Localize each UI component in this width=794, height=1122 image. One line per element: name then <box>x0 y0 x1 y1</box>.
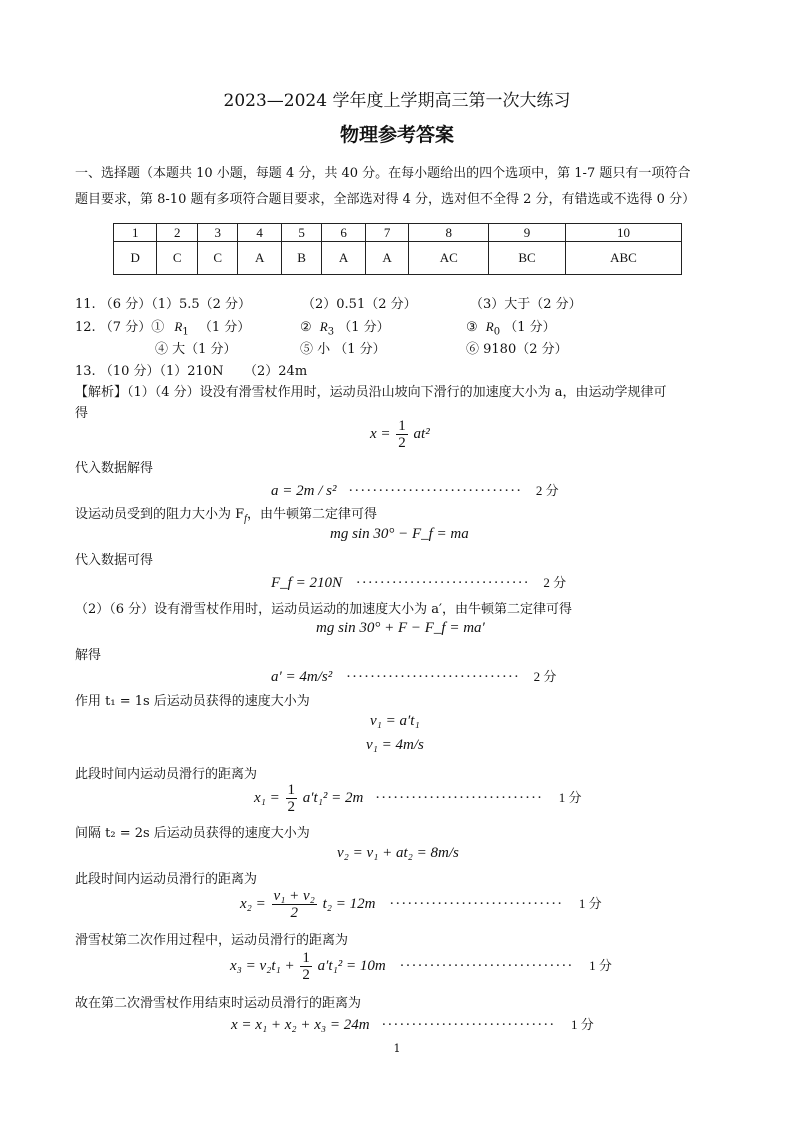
equation-5: mg sin 30° + F − F_f = ma′ <box>316 620 485 636</box>
question-number-cell: 3 <box>197 224 237 242</box>
text-resistance <box>75 503 377 525</box>
q12-part2 <box>300 316 390 338</box>
eq12-denominator: 2 <box>302 967 310 983</box>
eq4-expression: F_f = 210N <box>271 575 342 591</box>
q12-part3 <box>466 316 556 338</box>
q12-label <box>75 316 250 338</box>
equation-9 <box>254 782 582 815</box>
document-subtitle: 物理参考答案 <box>339 124 454 146</box>
eq4-dots: ····························· <box>355 575 530 591</box>
eq13-expression: x = x₁ + x₂ + x₃ = 24m <box>231 1017 370 1033</box>
eq6-score: 2 分 <box>533 669 557 684</box>
equation-11 <box>240 888 602 921</box>
question-number-cell: 10 <box>565 224 681 242</box>
equation-1 <box>370 418 430 451</box>
q13-part2: （2）24m <box>244 364 308 379</box>
answer-cell: BC <box>489 242 566 275</box>
text-resistance-sub: f <box>244 513 247 525</box>
answer-cell: A <box>365 242 408 275</box>
eq9-dots: ···························· <box>375 789 543 806</box>
answer-cell: D <box>114 242 157 275</box>
q12-r3-symbol: R <box>319 319 328 334</box>
eq2-expression: a = 2m / s² <box>271 483 337 499</box>
answer-cell: A <box>238 242 281 275</box>
q12-r3-score: （1 分） <box>338 320 390 335</box>
q12-p2-number: ② <box>300 320 312 335</box>
eq9-denominator: 2 <box>287 799 295 815</box>
eq12-rhs: a′t₁² = 10m <box>317 957 386 974</box>
text-part2-intro: （2）（6 分）设有滑雪杖作用时，运动员运动的加速度大小为 a′，由牛顿第二定律可得 <box>75 602 573 617</box>
q12-part4: ④ 大（1 分） <box>155 342 237 357</box>
equation-6 <box>271 666 556 686</box>
question-number-cell: 9 <box>489 224 566 242</box>
question-number-cell: 6 <box>322 224 365 242</box>
answer-cell: C <box>157 242 197 275</box>
text-distance-1: 此段时间内运动员滑行的距离为 <box>75 767 258 782</box>
equation-7: v₁ = a′t₁ <box>370 713 420 729</box>
eq1-rhs: at² <box>413 425 430 442</box>
q12-r1-sub: 1 <box>182 326 189 338</box>
eq11-rhs: t₂ = 12m <box>322 895 376 912</box>
eq1-lhs: x = <box>370 425 391 442</box>
eq9-fraction <box>286 782 298 815</box>
text-distance-2: 此段时间内运动员滑行的距离为 <box>75 872 258 887</box>
eq11-numerator: v₁ + v₂ <box>273 888 315 904</box>
answer-table-answer-row <box>114 242 682 275</box>
equation-4 <box>271 572 566 592</box>
text-total-distance: 故在第二次滑雪杖作用结束时运动员滑行的距离为 <box>75 996 362 1011</box>
eq2-score: 2 分 <box>535 483 559 498</box>
question-number-cell: 2 <box>157 224 197 242</box>
eq4-score: 2 分 <box>543 575 567 590</box>
q13-analysis-line1: 【解析】（1）（4 分）设没有滑雪杖作用时，运动员沿山坡向下滑行的加速度大小为 a，由运动学规律可 <box>75 385 667 400</box>
equation-2 <box>271 480 559 500</box>
text-solve: 解得 <box>75 648 102 663</box>
eq13-dots: ····························· <box>381 1017 556 1033</box>
eq1-denominator: 2 <box>398 435 406 451</box>
eq12-numerator: 1 <box>302 950 310 966</box>
q12-part5: ⑤ 小 （1 分） <box>300 342 386 357</box>
question-number-cell: 5 <box>281 224 321 242</box>
eq9-rhs: a′t₁² = 2m <box>302 789 364 806</box>
question-number-cell: 4 <box>238 224 281 242</box>
section1-intro-line1: 一、选择题（本题共 10 小题，每题 4 分，共 40 分。在每小题给出的四个选项中，第 1-7 题只有一项符合 <box>75 166 691 181</box>
answer-cell: ABC <box>565 242 681 275</box>
equation-3: mg sin 30° − F_f = ma <box>330 526 469 542</box>
text-velocity-2: 间隔 t₂ = 2s 后运动员获得的速度大小为 <box>75 826 310 841</box>
answer-cell: B <box>281 242 321 275</box>
document-title: 2023—2024 学年度上学期高三第一次大练习 <box>223 91 571 111</box>
eq9-lhs: x₁ = <box>254 789 280 806</box>
eq12-score: 1 分 <box>589 957 612 973</box>
eq2-dots: ····························· <box>348 483 523 499</box>
equation-8: v₁ = 4m/s <box>366 737 424 753</box>
q12-r3-sub: 3 <box>327 326 335 338</box>
question-number-cell: 7 <box>365 224 408 242</box>
eq6-dots: ····························· <box>346 669 520 685</box>
text-substitute-2: 代入数据可得 <box>75 553 154 568</box>
eq12-dots: ····························· <box>399 957 574 974</box>
q12-r1-symbol: R <box>174 319 183 334</box>
q11-part2: （2）0.51（2 分） <box>302 297 417 312</box>
answer-cell: AC <box>409 242 489 275</box>
q11-part1: 11. （6 分）（1）5.5（2 分） <box>75 297 252 312</box>
section1-intro-line2: 题目要求，第 8-10 题有多项符合题目要求，全部选对得 4 分，选对但不全得 2 分，有错选或不选得 0 分） <box>75 192 696 207</box>
q11-part3: （3）大于（2 分） <box>470 297 582 312</box>
eq11-dots: ····························· <box>389 895 564 912</box>
text-distance-3: 滑雪杖第二次作用过程中，运动员滑行的距离为 <box>75 933 349 948</box>
equation-13 <box>231 1014 594 1034</box>
q12-p3-number: ③ <box>466 320 478 335</box>
q12-r0-sub: 0 <box>493 326 501 338</box>
q12-part6: ⑥ 9180（2 分） <box>466 342 568 357</box>
eq12-fraction <box>300 950 312 983</box>
q13-analysis-line2: 得 <box>75 406 89 421</box>
equation-10: v₂ = v₁ + at₂ = 8m/s <box>337 845 459 861</box>
eq1-numerator: 1 <box>398 418 406 434</box>
eq11-score: 1 分 <box>578 895 602 911</box>
question-number-cell: 1 <box>114 224 157 242</box>
text-substitute-1: 代入数据解得 <box>75 461 154 476</box>
question-number-cell: 8 <box>409 224 489 242</box>
answer-table <box>113 223 682 275</box>
eq11-denominator: 2 <box>290 905 298 921</box>
eq13-score: 1 分 <box>570 1017 594 1032</box>
answer-cell: A <box>322 242 365 275</box>
text-resistance-rest: ，由牛顿第二定律可得 <box>246 507 377 522</box>
eq1-fraction <box>396 418 408 451</box>
q12-r1-score: （1 分） <box>198 320 251 335</box>
q12-r0-symbol: R <box>485 319 494 334</box>
eq11-lhs: x₂ = <box>240 895 266 912</box>
q13-part1: 13. （10 分）（1）210N <box>75 364 224 379</box>
answer-cell: C <box>197 242 237 275</box>
eq9-numerator: 1 <box>287 782 295 798</box>
answer-table-number-row <box>114 224 682 242</box>
page-number: 1 <box>393 1042 401 1055</box>
text-resistance-main: 设运动员受到的阻力大小为 F <box>75 507 245 522</box>
eq6-expression: a′ = 4m/s² <box>271 669 333 685</box>
q12-r0-score: （1 分） <box>504 320 556 335</box>
q12-prefix: 12. （7 分）① <box>75 320 165 335</box>
eq9-score: 1 分 <box>558 789 582 805</box>
eq11-fraction <box>272 888 317 921</box>
text-velocity-1: 作用 t₁ = 1s 后运动员获得的速度大小为 <box>75 694 310 709</box>
eq12-lhs: x₃ = v₂t₁ + <box>230 957 295 974</box>
equation-12 <box>230 950 612 983</box>
